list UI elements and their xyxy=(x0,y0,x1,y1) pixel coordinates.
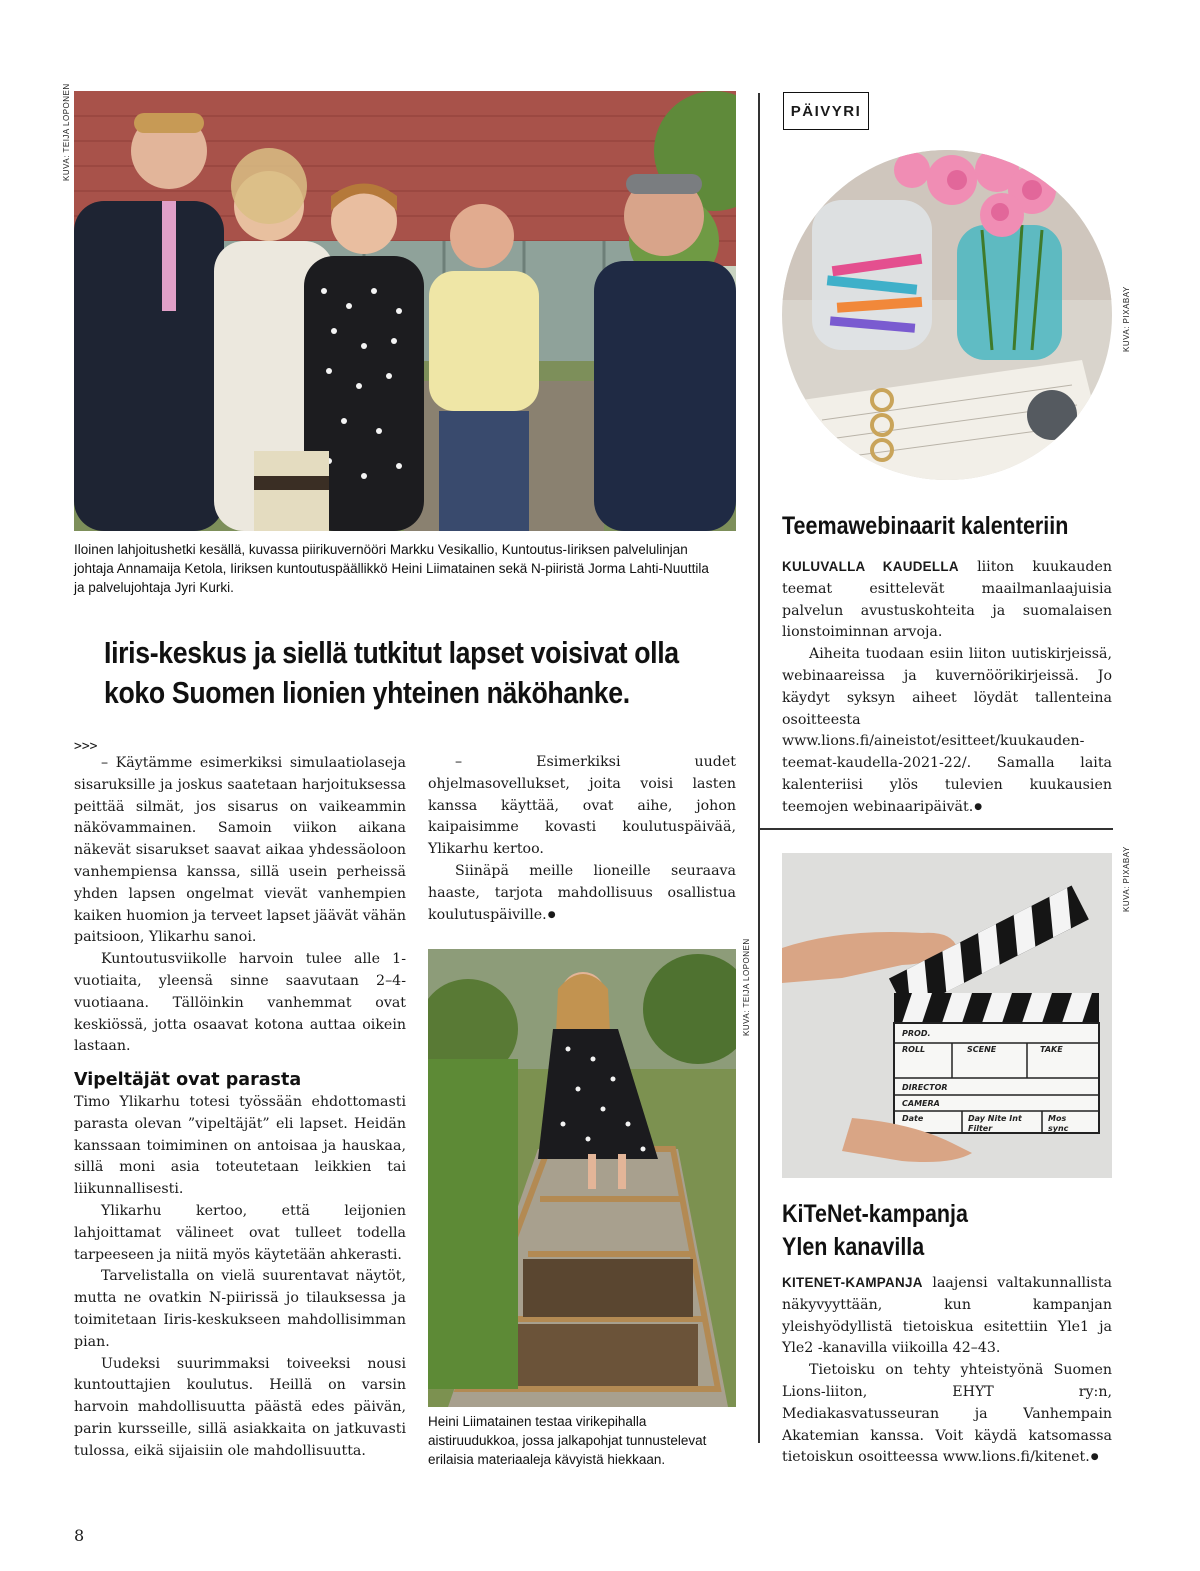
page-number: 8 xyxy=(74,1526,85,1545)
article-paragraph-end: Siinäpä meille lioneille seuraava haaste, tarjota mahdollisuus osallistua koulutuspäiville. ● xyxy=(428,861,736,926)
article-paragraph: Ylikarhu kertoo, että leijonien lahjoittamat välineet ovat tulleet todella tarpeeseen ja niitä myös käytetään ahkerasti. xyxy=(74,1202,406,1263)
article-column-2 xyxy=(428,752,736,926)
clapper-label-prod: PROD. xyxy=(902,1029,931,1038)
article-subheading: Vipeltäjät ovat parasta xyxy=(74,1070,302,1091)
article-paragraph: – Esimerkiksi uudet ohjelmasovellukset, joita voisi lasten kanssa käyttää, ovat aihe, johon kaipaisimme kovasti koulutuspäivää, Ylikarhu kertoo. xyxy=(428,754,736,858)
clapper-label-take: TAKE xyxy=(1040,1045,1063,1054)
clapper-label-director: DIRECTOR xyxy=(902,1083,948,1092)
sidebar-story1-body xyxy=(782,556,1112,819)
calendar-photo xyxy=(782,150,1112,480)
article-paragraph: – Käytämme esimerkiksi simulaatiolaseja sisaruksille ja joskus saatetaan harjoituksessa peittää silmät, jos sisarus on vaikeammin näkövammainen. Samoin viikon aikana näkevät sisarukset saavat aikaa yhdessäoloon vanhempiensa kanssa, sillä usein perheissä yhden lapsen ongelmat vievät vanhempien kaiken huomion ja terveet lapset jäävät vähän paitsioon, Ylikarhu sanoi. xyxy=(74,755,406,946)
clapper-label-date: Date xyxy=(902,1114,924,1123)
pull-quote: Iiris-keskus ja siellä tutkitut lapset voisivat olla koko Suomen lionien yhteinen näköhanke. xyxy=(104,635,679,710)
sidebar-story1-lead: KULUVALLA KAUDELLA xyxy=(782,559,959,574)
article-paragraph: Timo Ylikarhu totesi työssään ehdottomasti parasta olevan ”vipeltäjät” eli lapset. Heidän kanssaan toimiminen on antoisaa ja hauskaa, sillä moni asia toteutetaan leikkien tai liikunnallisesti. xyxy=(74,1093,406,1198)
calendar-photo-illustration xyxy=(782,150,1112,480)
sidebar-story1-text: liiton kuukauden teemat esittelevät maailmanlaajuisia palvelun avustuskohteita ja suomalaisen lionstoiminnan arvoja. xyxy=(782,559,1112,641)
sidebar-story2-text: laajensi valtakunnallista näkyvyyttään, kun kampanjan yleishyödyllistä tietoiskua esitettiin Yle1 ja Yle2 -kanavilla viikoilla 42–43. xyxy=(782,1275,1112,1357)
clapper-label-filter: Filter xyxy=(968,1124,993,1133)
article-paragraph: Kuntoutusviikolle harvoin tulee alle 1-vuotiaita, yleensä sinne saavutaan 2–4-vuotiaana. Tällöinkin vanhemmat ovat keskiössä, jotta osaavat kotona auttaa oikein lastaan. xyxy=(74,951,406,1055)
garden-photo xyxy=(428,949,736,1407)
column-divider xyxy=(758,93,760,1443)
sidebar-story2-paragraph: Tietoisku on tehty yhteistyönä Suomen Lions-liiton, EHYT ry:n, Mediakasvatusseuran ja Vanhempain Akatemian kanssa. Voit käydä katsomassa tietoiskun osoitteessa www.lions.fi/kitenet. ● xyxy=(782,1360,1112,1469)
top-photo-credit: KUVA: TEIJA LOPONEN xyxy=(62,83,71,181)
sidebar-story1-paragraph: Aiheita tuodaan esiin liiton uutiskirjeissä, webinaareissa ja kuvernöörikirjeissä. Jo käydyt syksyn aiheet löydät tallenteina osoitteesta www.lions.fi/aineistot/esitteet/kuukauden-teemat-kaudella-2021-22/. Samalla laita kalenteriisi ylös tulevien kuukausien teemojen webinaaripäivät. ● xyxy=(782,644,1112,818)
article-paragraph: Tarvelistalla on vielä suurentavat näytöt, mutta ne ovatkin N-piirissä jo tilauksessa ja toimitetaan Iiris-keskukseen mahdollisimman pian. xyxy=(74,1268,406,1350)
garden-photo-caption: Heini Liimatainen testaa virikepihalla aistiruudukkoa, jossa jalkapohjat tunnustelevat erilaisia materiaaleja kävyistä hiekkaan. xyxy=(428,1414,707,1467)
article-column-1 xyxy=(74,740,406,1463)
sidebar-story2-lead: KITENET-KAMPANJA xyxy=(782,1275,923,1290)
continued-marker: >>> xyxy=(74,739,98,754)
top-photo-caption: Iloinen lahjoitushetki kesällä, kuvassa piirikuvernööri Markku Vesikallio, Kuntoutus-Iiriksen palvelulinjan johtaja Annamaija Ketola, Iiriksen kuntoutuspäällikkö Heini Liimatainen sekä N-piiristä Jorma Lahti-Nuuttila ja palvelujohtaja Jyri Kurki. xyxy=(74,542,709,595)
clapper-label-roll: ROLL xyxy=(902,1045,926,1054)
garden-photo-credit: KUVA: TEIJA LOPONEN xyxy=(742,938,751,1036)
clapper-label-scene: SCENE xyxy=(967,1045,997,1054)
clapper-label-mos: Mos xyxy=(1048,1114,1067,1123)
article-paragraph: Uudeksi suurimmaksi toiveeksi nousi kuntouttajien koulutus. Heillä on varsin harvoin mahdollisuutta päästä edes päivän, parin kursseille, sillä asiakkaita on jatkuvasti tulossa, eikä sijaisiin ole mahdollisuutta. xyxy=(74,1355,406,1459)
group-photo-illustration xyxy=(74,91,736,531)
group-photo xyxy=(74,91,736,531)
clapper-photo-credit: KUVA: PIXABAY xyxy=(1122,846,1131,912)
clapper-label-camera: CAMERA xyxy=(902,1099,940,1108)
calendar-photo-credit: KUVA: PIXABAY xyxy=(1122,286,1131,352)
clapperboard-illustration xyxy=(782,853,1112,1178)
sidebar-story2-title: KiTeNet-kampanja Ylen kanavilla xyxy=(782,1200,968,1261)
clapper-label-day-nite: Day Nite Int xyxy=(968,1114,1022,1123)
section-tag: PÄIVYRI xyxy=(783,92,869,130)
clapper-label-sync: sync xyxy=(1048,1124,1069,1133)
sidebar-story2-body xyxy=(782,1272,1112,1469)
sidebar-story1-title: Teemawebinaarit kalenteriin xyxy=(782,512,1069,540)
clapperboard-photo xyxy=(782,853,1112,1178)
sidebar-divider xyxy=(758,828,1113,830)
garden-photo-illustration xyxy=(428,949,736,1407)
